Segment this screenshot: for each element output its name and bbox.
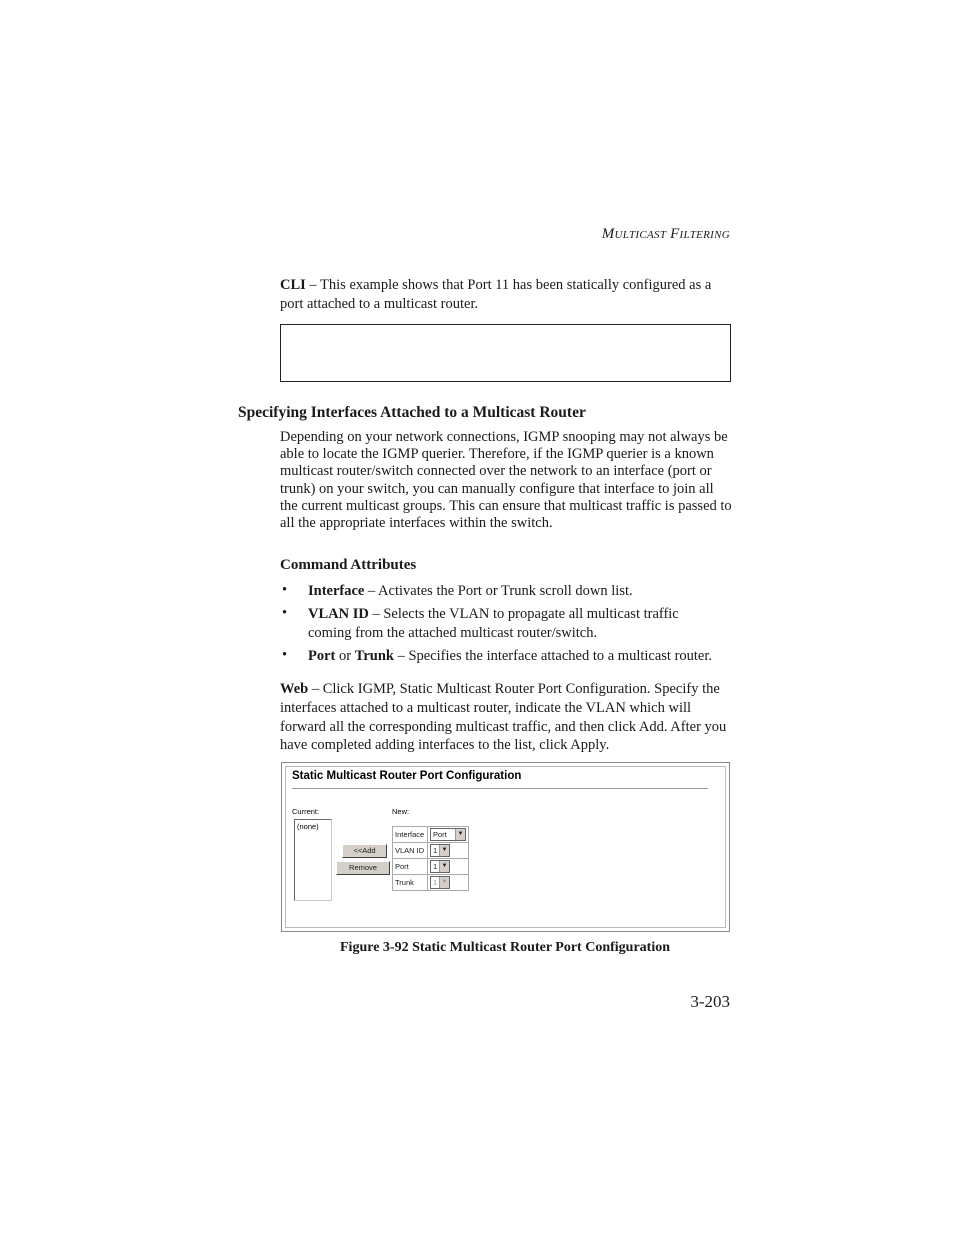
title-divider — [292, 788, 708, 790]
header-initial-2: F — [670, 226, 680, 242]
web-paragraph — [280, 680, 732, 755]
cli-text: – This example shows that Port 11 has been statically configured as a port attached to a multicast router. — [280, 277, 712, 312]
web-label: Web — [280, 681, 309, 697]
attribute-desc: – Specifies the interface attached to a multicast router. — [393, 648, 713, 664]
select-value: 1 — [433, 878, 438, 887]
select-value: 1 — [433, 846, 438, 855]
header-rest-2: ILTERING — [679, 229, 730, 241]
dropdown-arrow-icon[interactable]: ▼ — [455, 829, 465, 840]
section-title: Specifying Interfaces Attached to a Multicast Router — [238, 404, 586, 421]
attribute-port-trunk — [308, 647, 738, 666]
field-label: Interface — [393, 827, 428, 843]
table-row — [393, 875, 469, 891]
attribute-desc: – Activates the Port or Trunk scroll down list. — [364, 583, 633, 599]
figure-screenshot — [281, 762, 730, 932]
port-select[interactable] — [430, 860, 450, 873]
current-label: Current: — [292, 807, 320, 816]
interface-select[interactable] — [430, 828, 466, 841]
header-rest-1: ULTICAST — [614, 229, 667, 241]
add-button[interactable]: <<Add — [342, 844, 387, 858]
new-entry-table — [392, 826, 469, 891]
running-header — [560, 226, 730, 243]
field-label: Trunk — [393, 875, 428, 891]
figure-panel — [285, 766, 726, 928]
vlan-id-select[interactable] — [430, 844, 450, 857]
new-label: New: — [392, 807, 410, 816]
dropdown-arrow-icon[interactable]: ▼ — [439, 845, 449, 856]
select-value: Port — [433, 830, 447, 839]
attribute-term: VLAN ID — [308, 606, 369, 622]
dropdown-arrow-icon[interactable]: ▼ — [439, 861, 449, 872]
header-initial-1: M — [601, 226, 615, 242]
attribute-term: Interface — [308, 583, 365, 599]
dropdown-arrow-icon: ▼ — [439, 877, 449, 888]
bullet-marker: • — [282, 605, 288, 621]
bullet-marker: • — [282, 647, 288, 663]
table-row — [393, 827, 469, 843]
attribute-term: Port — [308, 648, 336, 664]
field-label: Port — [393, 859, 428, 875]
list-item[interactable]: (none) — [297, 822, 319, 831]
attribute-desc: – Selects the VLAN to propagate all multicast traffic coming from the attached multicast router/switch. — [308, 606, 679, 641]
table-row — [393, 843, 469, 859]
cli-code-box — [280, 324, 731, 382]
attributes-heading: Command Attributes — [280, 557, 417, 573]
cli-paragraph — [280, 276, 732, 314]
figure-caption: Figure 3-92 Static Multicast Router Port Configuration — [340, 940, 670, 955]
trunk-select — [430, 876, 450, 889]
page-number: 3-203 — [690, 992, 730, 1011]
field-label: VLAN ID — [393, 843, 428, 859]
attribute-vlan-id — [308, 605, 708, 643]
web-text: – Click IGMP, Static Multicast Router Port Configuration. Specify the interfaces attached to a multicast router, indicate the VLAN which will forward all the corresponding multicast traffic, and then click Add. After you have completed adding interfaces to the list, click Apply. — [280, 681, 727, 754]
current-list[interactable] — [294, 819, 332, 901]
figure-panel-title: Static Multicast Router Port Configuration — [292, 770, 522, 782]
table-row — [393, 859, 469, 875]
bullet-marker: • — [282, 582, 288, 598]
attribute-connector: or — [335, 648, 355, 664]
attribute-interface — [308, 582, 738, 601]
intro-paragraph: Depending on your network connections, IGMP snooping may not always be able to locate the IGMP querier. Therefore, if the IGMP querier is a known multicast router/switch connected over the network to an interface (port or trunk) on your switch, you can manually configure that interface to join all the current multicast groups. This can ensure that multicast traffic is passed to all the appropriate interfaces within the switch. — [280, 429, 732, 532]
select-value: 1 — [433, 862, 438, 871]
cli-label: CLI — [280, 277, 306, 293]
attribute-term: Trunk — [354, 648, 394, 664]
remove-button[interactable]: Remove — [336, 861, 390, 875]
